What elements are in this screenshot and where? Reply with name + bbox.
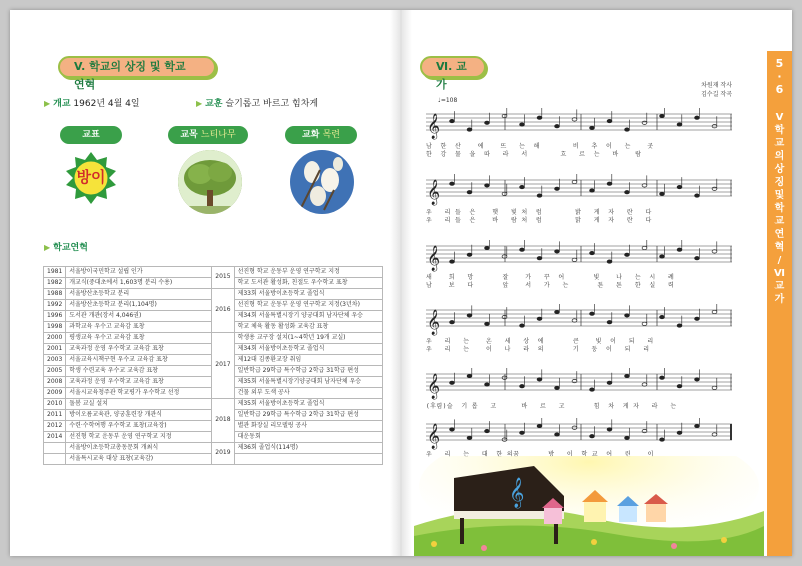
music-note bbox=[485, 184, 490, 187]
music-note bbox=[520, 324, 525, 327]
music-note bbox=[607, 260, 612, 263]
tempo-mark: ♩=108 bbox=[438, 97, 458, 104]
music-note bbox=[625, 436, 630, 439]
history-event-right: 선진형 학교 운동부 운영 연구학교 지정 bbox=[234, 267, 382, 278]
music-note bbox=[467, 314, 472, 317]
treble-clef-icon: 𝄞 bbox=[427, 310, 441, 335]
music-note bbox=[485, 383, 490, 386]
treble-clef-icon: 𝄞 bbox=[509, 478, 525, 508]
music-note bbox=[677, 324, 682, 327]
composer-credit: 김수길 작곡 bbox=[701, 91, 732, 98]
emblem-text: 방이 bbox=[76, 168, 106, 186]
music-note bbox=[450, 260, 455, 263]
music-note bbox=[485, 121, 490, 124]
history-year-right: 2019 bbox=[212, 443, 234, 465]
music-note bbox=[677, 123, 682, 126]
history-year-left: 1992 bbox=[44, 300, 66, 311]
history-event-left: 수련·수학여행 우수학교 표창(교육장) bbox=[66, 421, 212, 432]
music-note bbox=[677, 248, 682, 251]
motto-value: 슬기롭고 바르고 힘차게 bbox=[225, 99, 319, 109]
music-note bbox=[607, 381, 612, 384]
side-tab-char: 의 bbox=[774, 151, 785, 162]
music-note bbox=[660, 315, 665, 318]
history-year-left: 1988 bbox=[44, 289, 66, 300]
founding-label: 개교 bbox=[53, 99, 71, 109]
music-note bbox=[695, 194, 700, 197]
tree-image bbox=[178, 150, 242, 214]
music-note bbox=[712, 310, 717, 313]
music-note bbox=[520, 185, 525, 188]
history-table bbox=[43, 266, 383, 465]
section-title-v-text: V. 학교의 상징 및 학교 연혁 bbox=[74, 60, 186, 91]
side-tab-char: 연 bbox=[774, 229, 785, 240]
magnolia-photo bbox=[290, 150, 354, 214]
music-note bbox=[660, 376, 665, 379]
music-note bbox=[502, 192, 507, 195]
music-note bbox=[467, 436, 472, 439]
music-note bbox=[695, 317, 700, 320]
history-year-left bbox=[44, 454, 66, 465]
history-body bbox=[44, 267, 383, 465]
music-note bbox=[607, 119, 612, 122]
lyric-line-1a: 남 한 산 에 뜨 는 해 비 추 이 는 곳 bbox=[426, 143, 654, 150]
history-event-left: 서울시교육청주관 학교평가 우수학교 선정 bbox=[66, 388, 212, 399]
history-event-left: 도서관 개관(장서 4,046권) bbox=[66, 311, 212, 322]
treble-clef-icon: 𝄞 bbox=[427, 246, 441, 271]
music-note bbox=[695, 378, 700, 381]
lyric-line-2b: 우 리 들 은 바 람 처 럼 맑 게 자 란 다 bbox=[426, 217, 652, 224]
music-note bbox=[502, 438, 507, 441]
music-note bbox=[677, 385, 682, 388]
music-note bbox=[555, 310, 560, 313]
page-gutter bbox=[390, 10, 412, 556]
music-note bbox=[520, 248, 525, 251]
side-tab-char: 교 bbox=[774, 138, 785, 149]
founding-value: 1962년 4월 4일 bbox=[73, 99, 140, 109]
lyric-line-3a: 새 희 망 잘 가 꾸 어 빛 나 는 시 례 bbox=[426, 274, 675, 281]
music-note bbox=[695, 424, 700, 427]
history-year-right: 2018 bbox=[212, 399, 234, 443]
history-event-left: 과학교육 우수고 교육감 표창 bbox=[66, 322, 212, 333]
history-year-left: 1982 bbox=[44, 278, 66, 289]
music-staff-5 bbox=[426, 368, 732, 400]
music-staff-1 bbox=[426, 108, 732, 140]
music-note bbox=[625, 253, 630, 256]
music-note bbox=[537, 317, 542, 320]
history-event-right: 대운동회 bbox=[234, 432, 382, 443]
history-event-right: 제33회 서울방이초등학교 졸업식 bbox=[234, 289, 382, 300]
music-note bbox=[590, 189, 595, 192]
music-note bbox=[590, 388, 595, 391]
chapter-number bbox=[767, 51, 792, 106]
flower-label: 교화 bbox=[302, 130, 320, 140]
music-note bbox=[502, 255, 507, 258]
lyric-line-2a: 우 리 들 은 햇 빛 처 럼 밝 게 자 란 다 bbox=[426, 209, 652, 216]
music-note bbox=[590, 126, 595, 129]
lyric-line-4a: 우 리 는 온 세 상 에 큰 빛 이 되 리 bbox=[426, 338, 654, 345]
history-event-right: 제35회 서울방이초등학교 졸업식 bbox=[234, 399, 382, 410]
music-note bbox=[450, 182, 455, 185]
music-note bbox=[555, 386, 560, 389]
section-title-vi-text: Ⅵ. 교가 bbox=[436, 60, 467, 91]
history-year-left: 2009 bbox=[44, 388, 66, 399]
music-note bbox=[625, 191, 630, 194]
history-event-left: 선진형 학교 운동부 운영 연구학교 지정 bbox=[66, 432, 212, 443]
history-year-left: 2010 bbox=[44, 399, 66, 410]
history-event-left: 서울방산초등학교 분리(1,104명) bbox=[66, 300, 212, 311]
chapter-number-top: 5 bbox=[775, 57, 784, 70]
history-event-right: 일반학급 29학급 특수학급 2학급 31학급 편성 bbox=[234, 410, 382, 421]
history-event-right: 학생용 교구장 설치(1~4학년 19개 교실) bbox=[234, 333, 382, 344]
music-note bbox=[642, 121, 647, 124]
history-event-right: 학교 체육 활동 활성화 교육감 표창 bbox=[234, 322, 382, 333]
history-row bbox=[44, 289, 383, 300]
founding-row: ▶ 개교 1962년 4월 4일 bbox=[44, 99, 140, 109]
history-title: 학교연혁 bbox=[53, 243, 88, 253]
history-event-right: 제35회 서울특별시장기양궁대회 남자단체 우승 bbox=[234, 377, 382, 388]
side-tab-char: 교 bbox=[774, 216, 785, 227]
music-note bbox=[712, 386, 717, 389]
history-year-left: 2012 bbox=[44, 421, 66, 432]
music-note bbox=[485, 429, 490, 432]
history-year-left: 2001 bbox=[44, 344, 66, 355]
music-note bbox=[450, 321, 455, 324]
history-year-left: 2014 bbox=[44, 432, 66, 443]
history-event-right: 학교 도서관 활성화, 친절도 우수학교 표창 bbox=[234, 278, 382, 289]
music-note bbox=[537, 257, 542, 260]
music-note bbox=[642, 322, 647, 325]
history-event-right: 일반학급 29학급 특수학급 2학급 31학급 편성 bbox=[234, 366, 382, 377]
treble-clef-icon: 𝄞 bbox=[427, 114, 441, 139]
music-note bbox=[572, 319, 577, 322]
side-tab-char: 교 bbox=[774, 281, 785, 292]
music-note bbox=[660, 192, 665, 195]
music-note bbox=[712, 433, 717, 436]
music-note bbox=[467, 191, 472, 194]
side-tab-char: 가 bbox=[774, 294, 785, 305]
side-tab-char: 학 bbox=[774, 203, 785, 214]
history-event-left: 서울방산초등학교 분리 bbox=[66, 289, 212, 300]
chapter-number-bottom: 6 bbox=[775, 83, 784, 96]
history-year-left: 1981 bbox=[44, 267, 66, 278]
music-note bbox=[467, 253, 472, 256]
side-tab-char: 및 bbox=[774, 190, 785, 201]
tree-photo bbox=[178, 150, 242, 214]
music-note bbox=[467, 374, 472, 377]
flower-pill bbox=[285, 126, 357, 144]
history-year-left: 2005 bbox=[44, 366, 66, 377]
music-note bbox=[590, 435, 595, 438]
history-event-right: 제36회 졸업식(114명) bbox=[234, 443, 382, 454]
history-event-left: 교육과정 운영 우수학교 교육감 표창 bbox=[66, 377, 212, 388]
emblem-pill bbox=[60, 126, 122, 144]
music-note bbox=[625, 374, 630, 377]
music-note bbox=[607, 428, 612, 431]
music-note bbox=[572, 180, 577, 183]
music-note bbox=[572, 258, 577, 261]
music-note bbox=[555, 187, 560, 190]
lyric-line-4b: 우 리 는 이 나 라 의 기 둥 이 되 리 bbox=[426, 346, 650, 353]
history-event-left: 서울특시교육 대상 표창(교육감) bbox=[66, 454, 212, 465]
treble-clef-icon: 𝄞 bbox=[427, 180, 441, 205]
emblem-label: 교표 bbox=[82, 130, 100, 140]
history-event-right: 제12대 김종환교장 취임 bbox=[234, 355, 382, 366]
chapter-side-tab bbox=[767, 51, 792, 556]
history-year-right: 2015 bbox=[212, 267, 234, 289]
history-event-left: 학생 수련교육 우수교 교육감 표창 bbox=[66, 366, 212, 377]
section-title-vi bbox=[420, 56, 486, 91]
treble-clef-icon: 𝄞 bbox=[427, 374, 441, 399]
chapter-number-dot: · bbox=[777, 70, 782, 83]
music-staff-3 bbox=[426, 240, 732, 272]
history-event-left: 개교식(중대초에서 1,603명 분리 수용) bbox=[66, 278, 212, 289]
music-note bbox=[502, 114, 507, 117]
section-title-v bbox=[58, 56, 216, 91]
magnolia-image bbox=[290, 150, 354, 214]
music-note bbox=[485, 322, 490, 325]
history-year-left: 2008 bbox=[44, 377, 66, 388]
music-note bbox=[642, 383, 647, 386]
music-note bbox=[537, 116, 542, 119]
music-note bbox=[660, 438, 665, 441]
history-event-right: 제34회 서울방이초등학교 졸업식 bbox=[234, 344, 382, 355]
lyric-line-6: 우 리 는 대 한 의꿈 방 이 학 교 어 린 이 bbox=[426, 451, 654, 458]
history-year-right: 2017 bbox=[212, 333, 234, 399]
music-note bbox=[607, 182, 612, 185]
history-year-left: 1998 bbox=[44, 322, 66, 333]
music-staff-6 bbox=[426, 418, 732, 450]
music-note bbox=[660, 114, 665, 117]
music-note bbox=[590, 312, 595, 315]
music-note bbox=[520, 123, 525, 126]
history-year-left: 2000 bbox=[44, 333, 66, 344]
side-tab-char: 학 bbox=[774, 125, 785, 136]
music-note bbox=[537, 424, 542, 427]
music-note bbox=[450, 119, 455, 122]
music-note bbox=[695, 257, 700, 260]
music-note bbox=[555, 125, 560, 128]
history-event-right bbox=[234, 454, 382, 465]
music-note bbox=[537, 194, 542, 197]
history-year-left: 1996 bbox=[44, 311, 66, 322]
music-note bbox=[485, 246, 490, 249]
side-tab-char: 혁 bbox=[774, 242, 785, 253]
history-event-left: 교육과정 운영 우수학교 교육감 표창 bbox=[66, 344, 212, 355]
history-row bbox=[44, 399, 383, 410]
music-note bbox=[677, 431, 682, 434]
chapter-side-text bbox=[767, 111, 792, 306]
tree-label: 교목 bbox=[180, 130, 198, 140]
piano-illustration bbox=[414, 456, 764, 556]
history-row bbox=[44, 443, 383, 454]
music-note bbox=[450, 428, 455, 431]
music-note bbox=[712, 187, 717, 190]
motto-row: ▶ 교훈 슬기롭고 바르고 힘차게 bbox=[196, 99, 319, 109]
music-note bbox=[450, 381, 455, 384]
history-event-right: 건물 외부 도색 공사 bbox=[234, 388, 382, 399]
music-note bbox=[695, 116, 700, 119]
history-event-right: 선진형 학교 운동부 운영 연구학교 지정(3년차) bbox=[234, 300, 382, 311]
lyric-line-5: (후렴)슬 기 롭 고 바 르 고 힘 차 게 자 라 는 bbox=[426, 403, 677, 410]
tree-name: 느티나무 bbox=[200, 130, 236, 140]
side-tab-char: 징 bbox=[774, 177, 785, 188]
music-note bbox=[625, 128, 630, 131]
history-event-right: 제34회 서울특별시장기 양궁대회 남자단체 우승 bbox=[234, 311, 382, 322]
history-event-right: 별관 화장실 리모델링 공사 bbox=[234, 421, 382, 432]
music-note bbox=[537, 378, 542, 381]
book-spread bbox=[10, 10, 792, 556]
history-event-left: 돌봄 교실 설치 bbox=[66, 399, 212, 410]
treble-clef-icon: 𝄞 bbox=[427, 424, 441, 449]
history-event-left: 방이오름교육관, 양궁훈련장 개관식 bbox=[66, 410, 212, 421]
music-note bbox=[625, 314, 630, 317]
lyric-line-3b: 남 보 다 앞 서 가 는 튼 튼 한 실 력 bbox=[426, 282, 675, 289]
side-tab-char: Ⅴ bbox=[775, 112, 784, 123]
music-note bbox=[590, 251, 595, 254]
history-year-left: 2011 bbox=[44, 410, 66, 421]
history-row bbox=[44, 333, 383, 344]
lyric-line-1b: 한 강 물 을 따 라 서 흐 르 는 바 람 bbox=[426, 151, 642, 158]
history-event-left: 서울방이초등학교총동문회 개최식 bbox=[66, 443, 212, 454]
music-note bbox=[607, 321, 612, 324]
music-note bbox=[660, 255, 665, 258]
side-tab-char: Ⅵ bbox=[774, 268, 785, 279]
music-note bbox=[642, 246, 647, 249]
history-event-left: 서울방이국민학교 설립 인가 bbox=[66, 267, 212, 278]
music-note bbox=[555, 250, 560, 253]
lyricist-credit: 차원재 작사 bbox=[701, 82, 732, 89]
motto-label: 교훈 bbox=[205, 99, 223, 109]
music-staff-2 bbox=[426, 174, 732, 206]
history-year-left: 2003 bbox=[44, 355, 66, 366]
music-note bbox=[520, 385, 525, 388]
side-tab-char: 상 bbox=[774, 164, 785, 175]
tree-pill bbox=[168, 126, 248, 144]
history-heading: ▶ 학교연혁 bbox=[44, 243, 88, 253]
music-staff-4 bbox=[426, 304, 732, 336]
music-note bbox=[677, 185, 682, 188]
music-note bbox=[555, 433, 560, 436]
history-event-left: 서울교육시책구현 우수교 교육감 표창 bbox=[66, 355, 212, 366]
history-event-left: 평생교육 우수고 교육감 표창 bbox=[66, 333, 212, 344]
history-year-right: 2016 bbox=[212, 289, 234, 333]
side-tab-char: / bbox=[777, 255, 782, 266]
flower-name: 목련 bbox=[322, 130, 340, 140]
history-year-left bbox=[44, 443, 66, 454]
history-row bbox=[44, 267, 383, 278]
music-note bbox=[467, 128, 472, 131]
music-note bbox=[520, 431, 525, 434]
